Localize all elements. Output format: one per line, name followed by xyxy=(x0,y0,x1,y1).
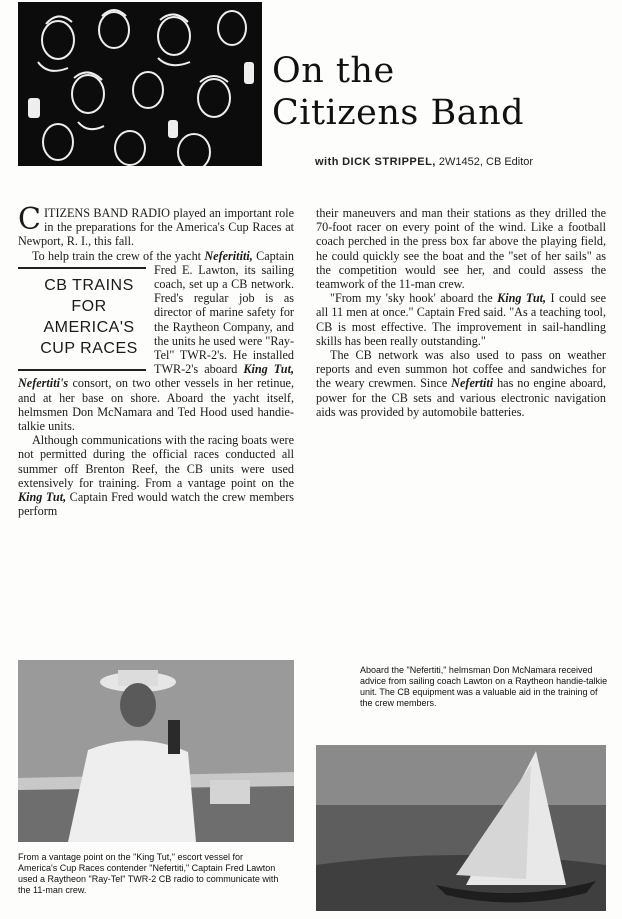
sidebar-line-4: CUP RACES xyxy=(40,339,138,357)
sidebar-line-1: CB TRAINS xyxy=(44,276,134,294)
byline-prefix: with xyxy=(315,156,339,168)
paragraph-2: To help train the crew of the yacht Neferititi, CB TRAINS FOR AMERICA'S CUP RACES Captain Fred E. Lawton, its sailing coach, set up a CB network. Fred's regular job is as director of marine safety for the Raytheon Company, and the units he used were "Ray-Tel" TWR-2's. He installed TWR-2's aboard King Tut, Nefertiti's consort, on two other vessels in her retinue, and at her base on shore. Aboard the yacht itself, helmsmen Don McNamara and Ted Hood used handie-talkie units. xyxy=(18,248,295,434)
article-column-2 xyxy=(316,206,606,419)
sidebar-box xyxy=(18,267,146,371)
sidebar-line-3: AMERICA'S xyxy=(43,318,135,336)
paragraph-4: their maneuvers and man their stations as they drilled the 70-foot racer on every point of the wind. Like a football coach perched in the press box far above the playing field, he could quickly see the boat and the "set of her sails" as the competition would see her, and could assess the teamwork of the 11-man crew. xyxy=(316,206,606,292)
photo-caption-1: From a vantage point on the "King Tut," escort vessel for America's Cup Races contender "Nefertiti," Captain Fred Lawton used a Raytheon "Ray-Tel" TWR-2 CB radio to communicate with the 11-man crew. xyxy=(18,852,279,895)
photo-nefertiti-sailing xyxy=(316,745,606,911)
byline xyxy=(315,156,615,168)
title-line-2: Citizens Band xyxy=(272,93,525,133)
byline-suffix: 2W1452, CB Editor xyxy=(438,156,534,168)
photo-captain-on-king-tut xyxy=(18,660,294,842)
drop-cap: C xyxy=(18,202,41,237)
photo-caption-2: Aboard the "Nefertiti," helmsman Don McNamara received advice from sailing coach Lawton on a Raytheon handie-talkie unit. The CB equipment was a valuable aid in the training of the crew members. xyxy=(360,665,608,708)
page-title xyxy=(272,50,617,134)
article-column-1 xyxy=(18,202,295,519)
paragraph-3: Although communications with the racing boats were not permitted during the official races conducted all summer off Brenton Reef, the CB units were used extensively for training. From a vantage point on the King Tut, Captain Fred would watch the crew members perform xyxy=(18,433,294,519)
title-line-1: On the xyxy=(272,51,395,91)
paragraph-1: CITIZENS BAND RADIO played an important role in the preparations for the America's Cup Races at Newport, R. I., this fall. xyxy=(18,202,294,249)
byline-author: DICK STRIPPEL, xyxy=(342,156,436,168)
header-illustration xyxy=(18,2,262,166)
sidebar-line-2: FOR xyxy=(71,297,107,315)
paragraph-5: "From my 'sky hook' aboard the King Tut, I could see all 11 men at once." Captain Fred said. "As a teaching tool, CB is most effective. The improvement in sail-handling skills has been really outstanding." xyxy=(316,291,607,348)
paragraph-6: The CB network was also used to pass on weather reports and even summon hot coffee and sandwiches for the weary crewmen. Since Nefertiti has no engine aboard, power for the CB sets and various electronic navigation aids was provided by automobile batteries. xyxy=(316,348,606,419)
